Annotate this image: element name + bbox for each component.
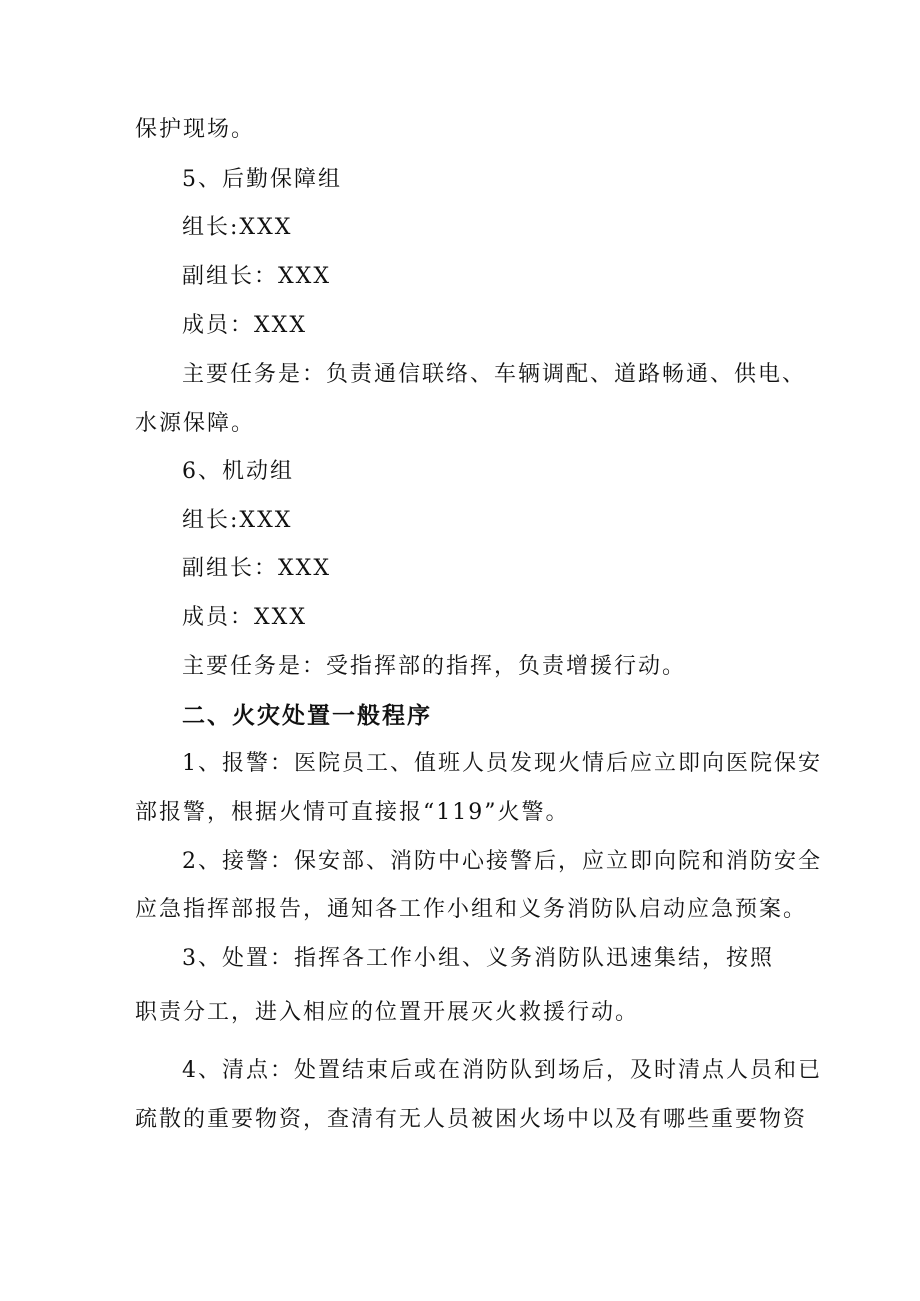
logistics-leader: 组长:XXX	[182, 215, 293, 240]
section-logistics-group: 5、后勤保障组	[182, 167, 342, 192]
step-handle: 3、处置：指挥各工作小组、义务消防队迅速集结，按照	[182, 946, 774, 971]
text-line-protect-scene: 保护现场。	[135, 117, 256, 142]
step-count-cont: 疏散的重要物资，查清有无人员被困火场中以及有哪些重要物资	[135, 1107, 808, 1132]
step-alarm-cont: 部报警，根据火情可直接报“119”火警。	[135, 800, 570, 825]
step-receive-cont: 应急指挥部报告，通知各工作小组和义务消防队启动应急预案。	[135, 897, 808, 922]
logistics-members: 成员：XXX	[182, 313, 307, 338]
mobile-tasks: 主要任务是：受指挥部的指挥，负责增援行动。	[182, 654, 687, 679]
logistics-tasks-cont: 水源保障。	[135, 411, 256, 436]
step-handle-cont: 职责分工，进入相应的位置开展灭火救援行动。	[135, 1000, 640, 1025]
logistics-deputy-leader: 副组长：XXX	[182, 264, 331, 289]
mobile-members: 成员：XXX	[182, 605, 307, 630]
step-count: 4、清点：处置结束后或在消防队到场后，及时清点人员和已	[182, 1058, 822, 1083]
logistics-tasks: 主要任务是：负责通信联络、车辆调配、道路畅通、供电、	[182, 362, 807, 387]
mobile-deputy-leader: 副组长：XXX	[182, 556, 331, 581]
step-alarm: 1、报警：医院员工、值班人员发现火情后应立即向医院保安	[182, 751, 822, 776]
mobile-leader: 组长:XXX	[182, 508, 293, 533]
section-heading-fire-procedure: 二、火灾处置一般程序	[182, 703, 432, 729]
section-mobile-group: 6、机动组	[182, 459, 294, 484]
step-receive: 2、接警：保安部、消防中心接警后，应立即向院和消防安全	[182, 849, 822, 874]
